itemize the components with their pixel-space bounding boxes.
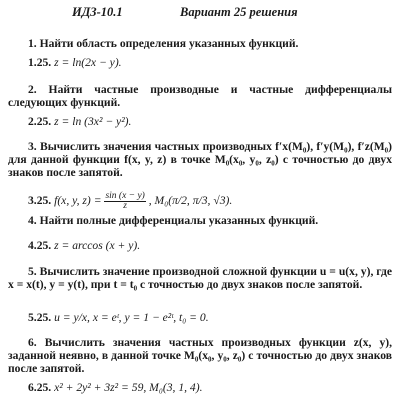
task-5-statement: 5. Вычислить значение производной сложной функции u = u(x, y), где x = x(t), y = y(t), при t = t₀ с точностью до двух знаков после запятой.: [8, 265, 392, 292]
task-2-statement: 2. Найти частные производные и частные дифференциалы следующих функций.: [8, 83, 392, 110]
fraction-numerator: sin (x − y): [105, 191, 145, 201]
header-left: ИДЗ-10.1: [72, 5, 123, 19]
problem-expression: x² + 2y² + 3z² = 59, M₀(3, 1, 4).: [54, 381, 203, 394]
problem-number: 4.25.: [28, 239, 52, 252]
problem-number: 2.25.: [28, 115, 52, 128]
fraction-denominator: z: [123, 201, 127, 211]
problem-2-25: [8, 115, 400, 128]
problem-expression: u = y/x, x = eᵗ, y = 1 − e²ᵗ, t₀ = 0.: [54, 311, 209, 324]
task-3-statement: 3. Вычислить значения частных производных f′x(M₀), f′y(M₀), f′z(M₀) для данной функции f(x, y, z) в точке M₀(x₀, y₀, z₀) с точностью до двух знаков после запятой.: [8, 140, 392, 180]
problem-1-25: [8, 56, 400, 69]
task-1-statement: 1. Найти область определения указанных функций.: [28, 37, 299, 50]
task-6-statement: 6. Вычислить значения частных производных функции z(x, y), заданной неявно, в данной точке M₀(x₀, y₀, z₀) с точностью до двух знаков после запятой.: [8, 336, 392, 376]
header-right: Вариант 25 решения: [180, 5, 298, 19]
problem-point: , M₀(π/2, π/3, √3).: [148, 194, 233, 208]
problem-expression: z = ln (3x² − y²).: [54, 115, 132, 128]
problem-6-25: [8, 381, 400, 394]
task-4-statement: 4. Найти полные дифференциалы указанных функций.: [28, 214, 319, 227]
problem-3-25: [8, 192, 400, 211]
problem-number: 3.25.: [28, 194, 52, 208]
problem-4-25: [8, 239, 400, 252]
fraction: [104, 192, 145, 211]
problem-number: 5.25.: [28, 311, 52, 324]
problem-number: 6.25.: [28, 381, 52, 394]
problem-expression: z = ln(2x − y).: [54, 56, 122, 69]
problem-expression: z = arccos (x + y).: [54, 239, 141, 252]
problem-lhs: f(x, y, z) =: [54, 194, 102, 208]
problem-5-25: [8, 311, 400, 324]
problem-number: 1.25.: [28, 56, 52, 69]
